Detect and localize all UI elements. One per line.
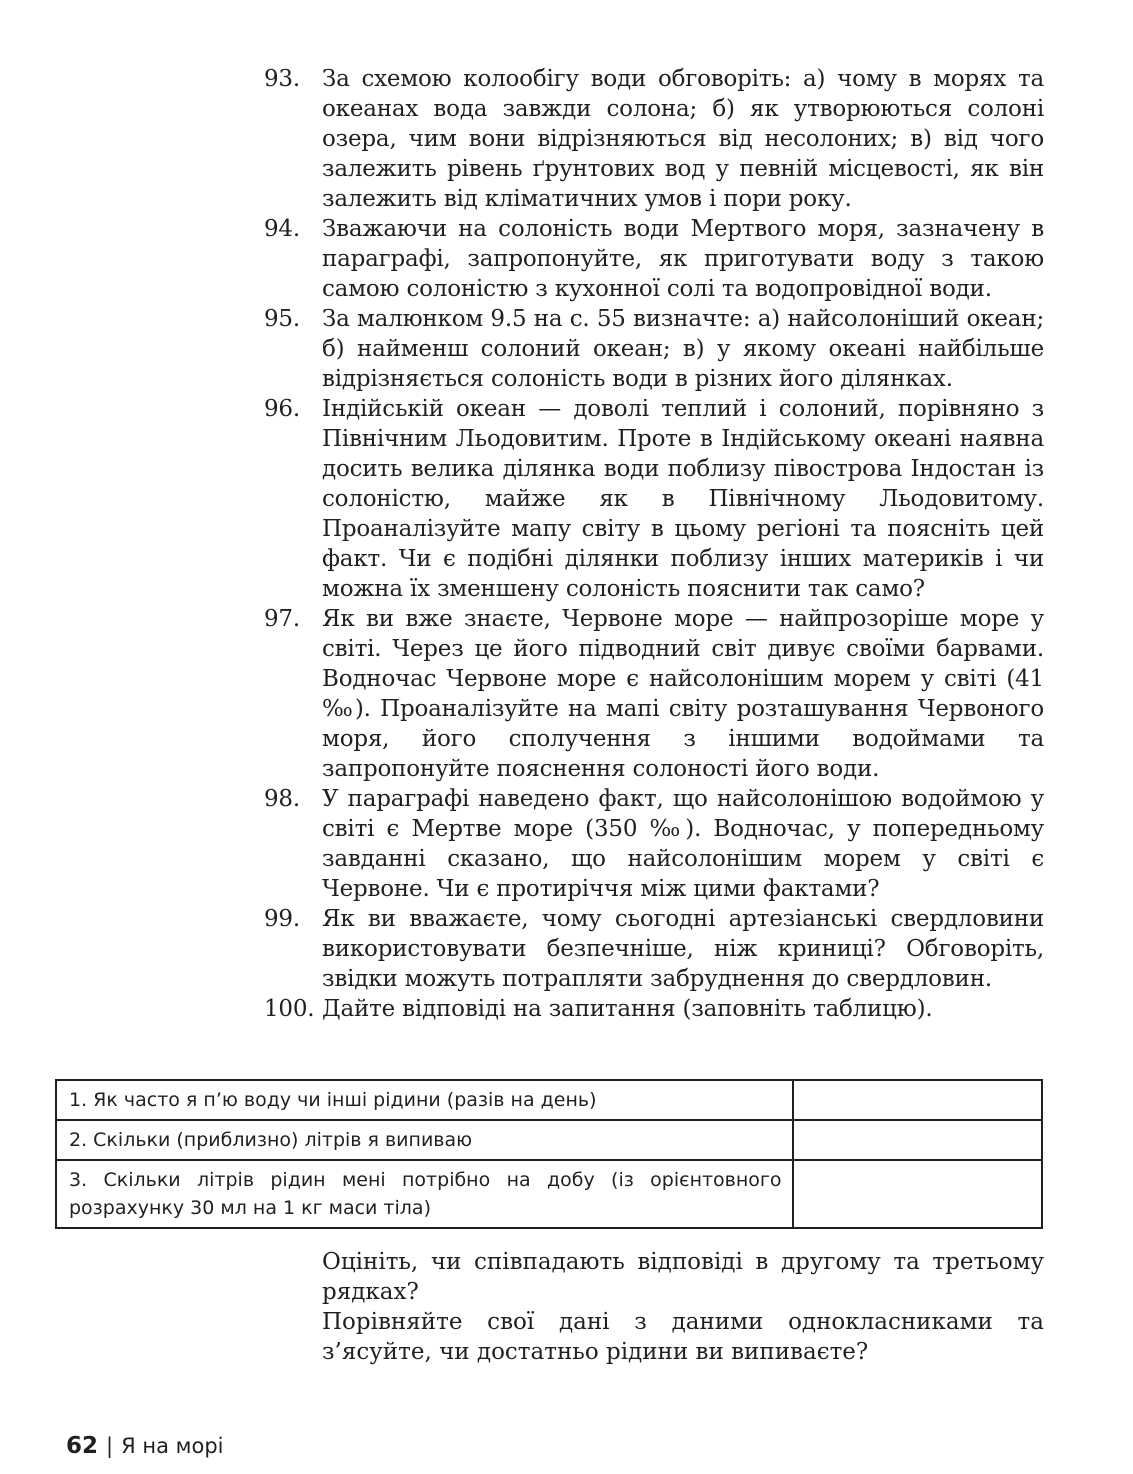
task-number: 100. [264,996,315,1022]
section-title: Я на морі [121,1434,224,1458]
task-list [264,64,1044,1024]
task-100 [264,994,1044,1024]
task-93 [264,64,1044,214]
task-99 [264,904,1044,994]
answer-cell[interactable] [793,1120,1042,1160]
task-96 [264,394,1044,604]
comparison-paragraph: Порівняйте свої дані з даними однокласниками та з’ясуйте, чи достатньо рідини ви випиваєте? [322,1309,1044,1365]
task-number: 94. [264,216,300,242]
task-text: У параграфі наведено факт, що найсолонішою водоймою у світі є Мертве море (350 ‰). Водночас, у попередньому завданні сказано, що найсолонішим морем у світі є Червоне. Чи є протиріччя між цими фактами? [322,786,1044,902]
question-cell: 1. Як часто я п’ю воду чи інші рідини (разів на день) [56,1080,793,1120]
task-text: Як ви вважаєте, чому сьогодні артезіанські свердловини використовувати безпечніше, ніж криниці? Обговоріть, звідки можуть потрапляти забруднення до свердловин. [322,906,1044,992]
task-number: 93. [264,66,300,92]
task-number: 95. [264,306,300,332]
after-table-text [322,1247,1044,1367]
question-cell: 2. Скільки (приблизно) літрів я випиваю [56,1120,793,1160]
task-number: 96. [264,396,300,422]
table-row [56,1160,1042,1228]
task-98 [264,784,1044,904]
task-text: Індійській океан — доволі теплий і солоний, порівняно з Північним Льодовитим. Проте в Індійському океані наявна досить велика ділянка води поблизу півострова Індостан із солоністю, майже як в Північному Льодовитому. Проаналізуйте мапу світу в цьому регіоні та поясніть цей факт. Чи є подібні ділянки поблизу інших материків і чи можна їх зменшену солоність пояснити так само? [322,396,1044,602]
task-text: Як ви вже знаєте, Червоне море — найпрозоріше море у світі. Через це його підводний світ дивує своїми барвами. Водночас Червоне море є найсолонішим морем у світі (41 ‰). Проаналізуйте на мапі світу розташування Червоного моря, його сполучення з іншими водоймами та запропонуйте пояснення солоності його води. [322,606,1044,782]
task-text: Зважаючи на солоність води Мертвого моря, зазначену в параграфі, запропонуйте, як приготувати воду з такою самою солоністю з кухонної солі та водопровідної води. [322,216,1044,302]
task-94 [264,214,1044,304]
task-number: 98. [264,786,300,812]
evaluation-paragraph: Оцініть, чи співпадають відповіді в другому та третьому рядках? [322,1249,1044,1305]
task-95 [264,304,1044,394]
table-row [56,1080,1042,1120]
answer-cell[interactable] [793,1080,1042,1120]
task-text: За схемою колообігу води обговоріть: а) чому в морях та океанах вода завжди солона; б) як утворюються солоні озера, чим вони відрізняються від несолоних; в) від чого залежить рівень ґрунтових вод у певній місцевості, як він залежить від кліматичних умов і пори року. [322,66,1044,212]
answer-table [55,1079,1043,1229]
question-cell: 3. Скільки літрів рідин мені потрібно на добу (із орієнтовного розрахунку 30 мл на 1 кг маси тіла) [56,1160,793,1228]
task-text: Дайте відповіді на запитання (заповніть таблицю). [322,996,933,1022]
page-footer [66,1433,224,1459]
task-text: За малюнком 9.5 на с. 55 визначте: а) найсолоніший океан; б) найменш солоний океан; в) у якому океані найбільше відрізняється солоність води в різних його ділянках. [322,306,1044,392]
task-number: 97. [264,606,300,632]
answer-cell[interactable] [793,1160,1042,1228]
task-number: 99. [264,906,300,932]
task-97 [264,604,1044,784]
footer-separator: | [106,1434,114,1458]
table-row [56,1120,1042,1160]
page-number: 62 [66,1433,99,1459]
